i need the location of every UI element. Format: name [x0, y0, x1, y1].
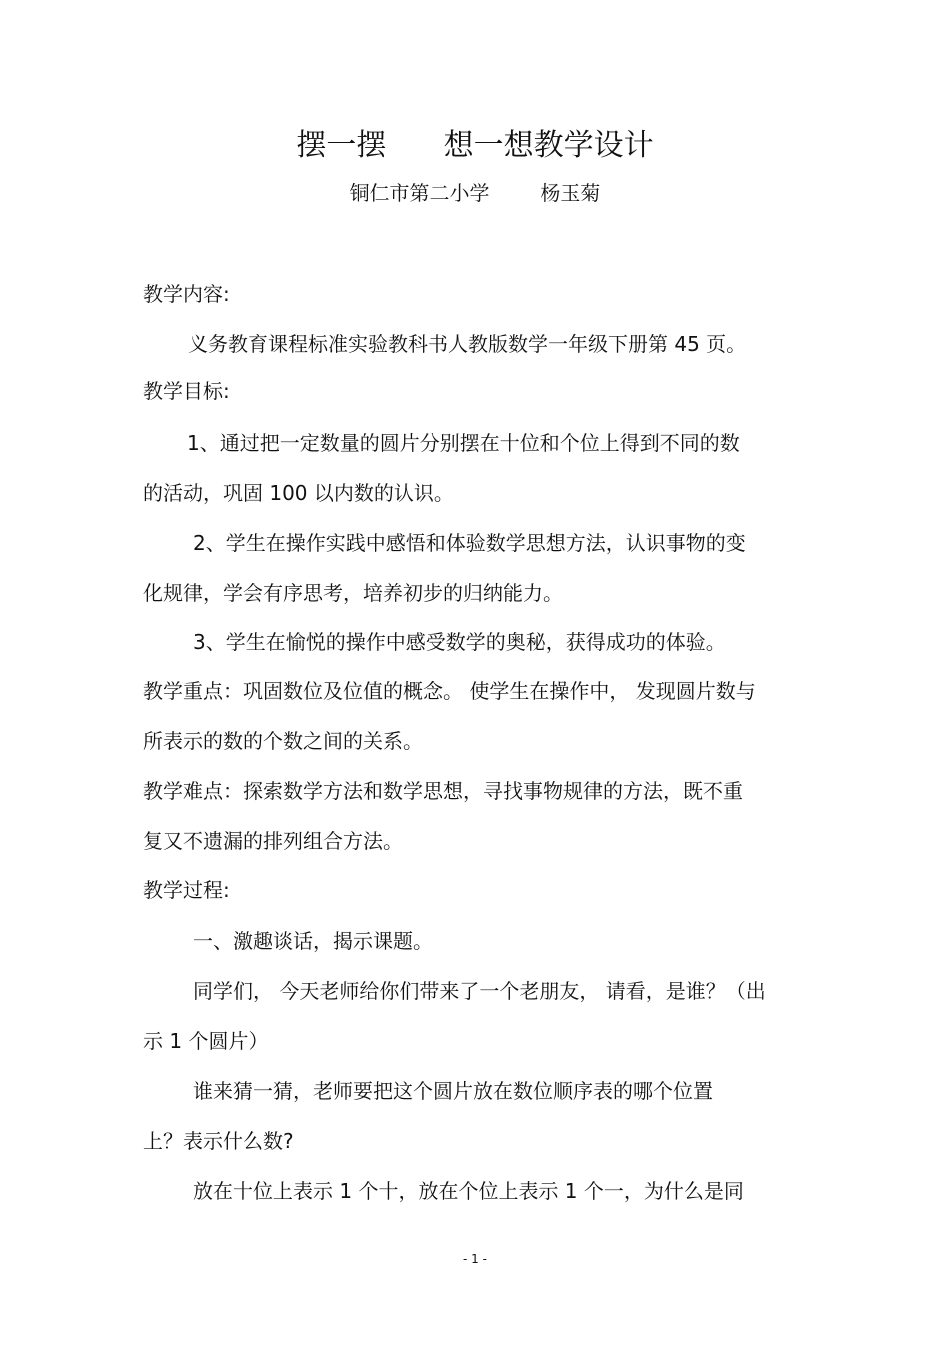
- body-line: 的活动，巩固 100 以内数的认识。: [143, 481, 454, 505]
- document-title: 摆一摆 想一想教学设计: [296, 128, 654, 163]
- body-line: 一、激趣谈话，揭示课题。: [193, 929, 433, 953]
- body-line: 教学过程:: [143, 878, 230, 902]
- body-line: 所表示的数的个数之间的关系。: [143, 729, 423, 753]
- body-line: 教学目标:: [143, 379, 230, 403]
- body-line: 化规律，学会有序思考，培养初步的归纳能力。: [143, 581, 563, 605]
- body-line: 教学重点：巩固数位及位值的概念。 使学生在操作中， 发现圆片数与: [143, 679, 756, 703]
- body-line: 放在十位上表示 1 个十，放在个位上表示 1 个一，为什么是同: [193, 1179, 744, 1203]
- body-line: 上？表示什么数?: [143, 1129, 294, 1153]
- author-line: 铜仁市第二小学 杨玉菊: [349, 181, 601, 205]
- body-line: 义务教育课程标准实验教科书人教版数学一年级下册第 45 页。: [188, 332, 747, 356]
- body-line: 同学们， 今天老师给你们带来了一个老朋友， 请看，是谁？（出: [193, 979, 766, 1003]
- body-line: 3、学生在愉悦的操作中感受数学的奥秘，获得成功的体验。: [193, 630, 726, 654]
- body-line: 谁来猜一猜，老师要把这个圆片放在数位顺序表的哪个位置: [193, 1079, 713, 1103]
- body-line: 复又不遗漏的排列组合方法。: [143, 829, 403, 853]
- page-number: - 1 -: [463, 1252, 487, 1266]
- body-line: 2、学生在操作实践中感悟和体验数学思想方法，认识事物的变: [193, 531, 746, 555]
- body-line: 示 1 个圆片）: [143, 1029, 269, 1053]
- body-line: 教学内容:: [143, 282, 230, 306]
- body-line: 1、通过把一定数量的圆片分别摆在十位和个位上得到不同的数: [187, 431, 740, 455]
- body-line: 教学难点：探索数学方法和数学思想，寻找事物规律的方法，既不重: [143, 779, 743, 803]
